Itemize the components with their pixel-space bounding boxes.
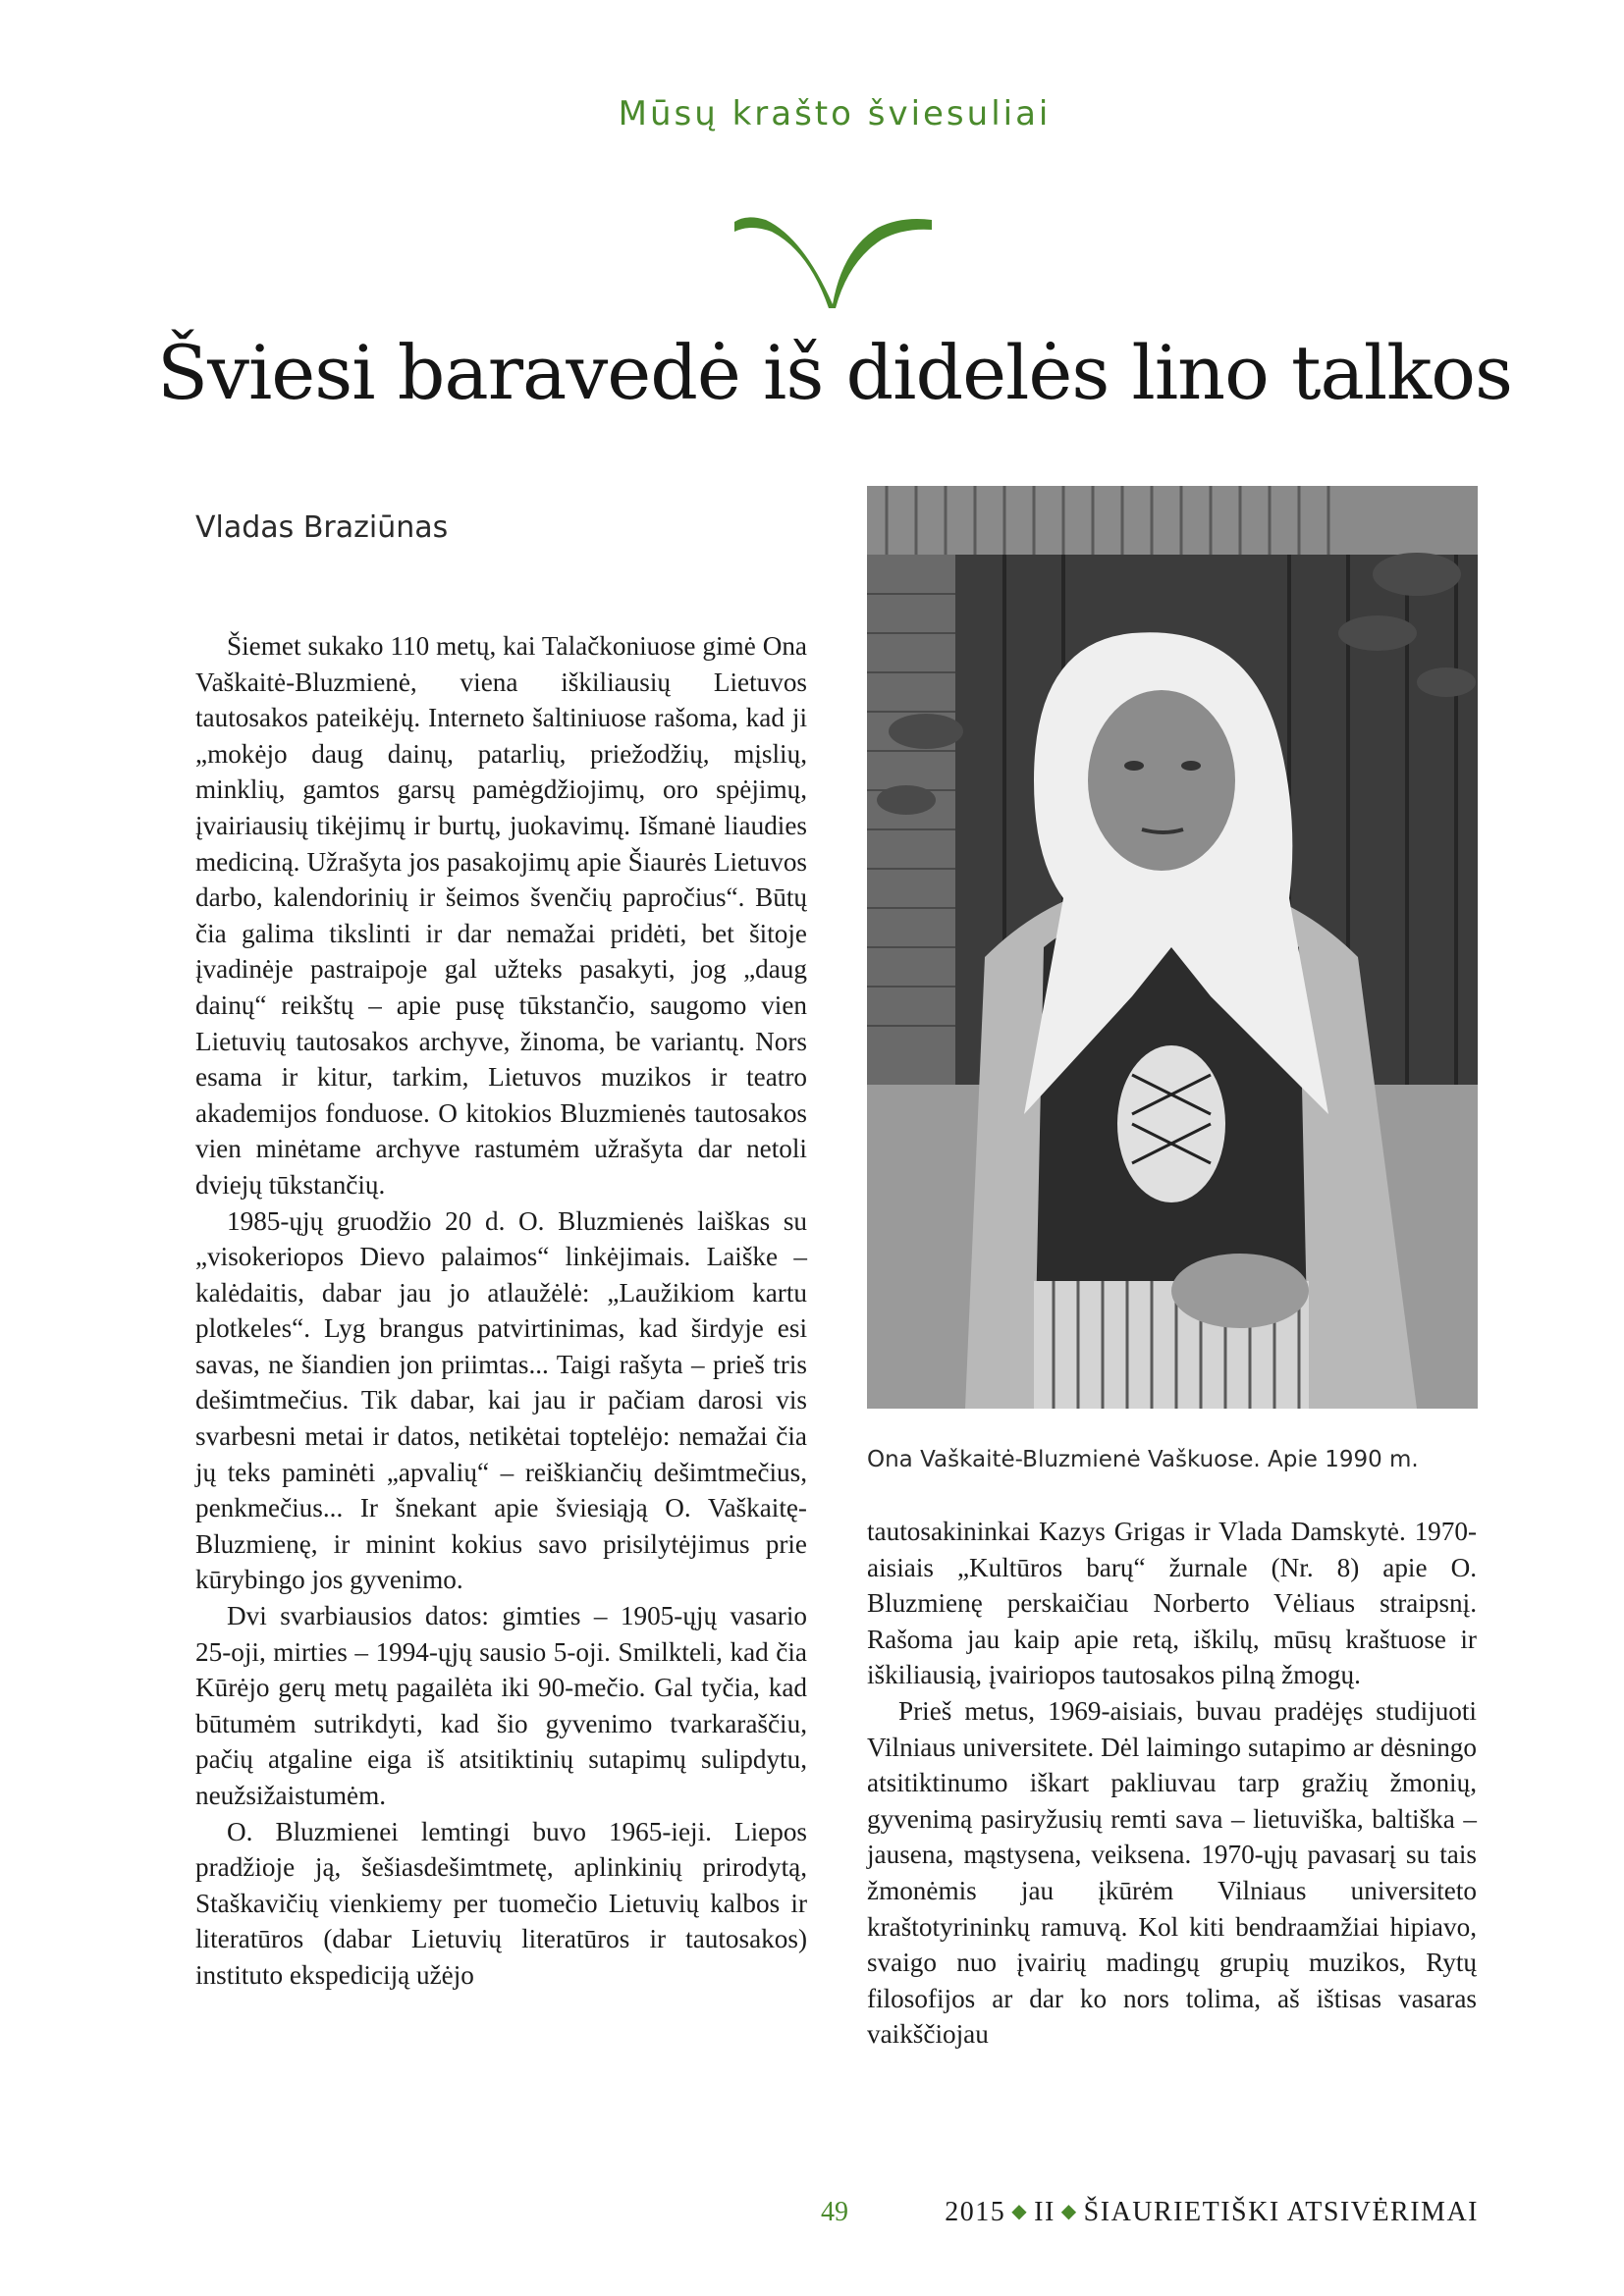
section-rubric: Mūsų krašto šviesuliai: [618, 94, 1052, 133]
paragraph: Prieš metus, 1969-aisiais, buvau pradėjęs studijuoti Vilniaus universitete. Dėl laimingo sutapimo ar dėsningo atsitiktinumo iškart pakliuvau tarp gražių žmonių, gyvenimą pasiryžusių remti sava – lietuviška, baltiška – jausena, mąstysena, veiksena. 1970-ųjų pavasarį su tais žmonėmis jau įkūrėm Vilniaus universiteto kraštotyrininkų ramuvą. Kol kiti bendraamžiai hipiavo, svaigo nuo įvairių madingų grupių muzikos, Rytų filosofijos ar dar ko nors tolima, aš ištisas vasaras vaikščiojau: [867, 1695, 1477, 2050]
article-title: Šviesi baravedė iš didelės lino talkos: [157, 329, 1512, 416]
article-author: Vladas Braziūnas: [195, 510, 449, 545]
journal-info: [945, 2197, 1479, 2228]
portrait-photo: [867, 486, 1478, 1409]
paragraph: O. Bluzmienei lemtingi buvo 1965-ieji. Liepos pradžioje ją, šešiasdešimtmetę, aplinkinių prirodytą, Staškavičių vienkiemy per tuomečio Lietuvių kalbos ir literatūros (dabar Lietuvių literatūros ir tautosakos) instituto ekspediciją užėjo: [195, 1816, 807, 1990]
paragraph: Dvi svarbiausios datos: gimties – 1905-ųjų vasario 25-oji, mirties – 1994-ųjų sausio 5-oji. Smilkteli, kad čia Kūrėjo gerų metų pagailėta iki 90-mečio. Gal tyčia, kad būtumėm sutrikdyti, kad šio gyvenimo tvarkaraščiu, pačių atgaline eiga iš atsitiktinių sutapimų sulipdytu, neužsižaistumėm.: [195, 1601, 807, 1810]
journal-name: ŠIAURIETIŠKI ATSIVĖRIMAI: [1083, 2197, 1479, 2227]
paragraph: 1985-ųjų gruodžio 20 d. O. Bluzmienės laiškas su „visokeriopos Dievo palaimos“ linkėjimais. Laiške – kalėdaitis, dabar jau jo atlaužėlė: „Laužikiom kartu plotkeles“. Lyg brangus patvirtinimas, kad širdyje esi savas, ne šiandien jon priimtas... Taigi rašyta – prieš tris dešimtmečius. Tik dabar, kai jau ir pačiam darosi vis svarbesni metai ir datos, netikėtai toptelėjo: nemažai čia jų teks paminėti „apvalių“ – reiškiančių dešimtmečius, penkmečius... Ir šnekant apie šviesiąją O. Vaškaitę-Bluzmienę, ir minint kokius savo prisilytėjimus prie kūrybingo jos gyvenimo.: [195, 1205, 807, 1595]
issue-year: 2015: [945, 2197, 1006, 2227]
issue-number: II: [1034, 2197, 1056, 2227]
diamond-separator-icon: ◆: [1060, 2201, 1078, 2222]
left-column: [195, 628, 807, 1994]
diamond-separator-icon: ◆: [1011, 2201, 1029, 2222]
v-ornament-icon: [732, 210, 934, 308]
page-number: 49: [821, 2197, 848, 2227]
photo-caption: Ona Vaškaitė-Bluzmienė Vaškuose. Apie 1990 m.: [867, 1447, 1419, 1472]
paragraph: tautosakininkai Kazys Grigas ir Vlada Damskytė. 1970-aisiais „Kultūros barų“ žurnale (Nr. 8) apie O. Bluzmienę perskaičiau Norberto Vėliaus straipsnį. Rašoma jau kaip apie retą, iškilų, mūsų kraštuose ir iškiliausią, įvairiopos tautosakos pilną žmogų.: [867, 1517, 1477, 1690]
page-footer: [0, 2197, 1624, 2236]
portrait-photo-illustration: [867, 486, 1478, 1409]
right-column: [867, 1514, 1477, 2053]
paragraph: Šiemet sukako 110 metų, kai Talačkoniuose gimė Ona Vaškaitė-Bluzmienė, viena iškiliausių Lietuvos tautosakos pateikėjų. Interneto šaltiniuose rašoma, kad ji „mokėjo daug dainų, patarlių, priežodžių, mįslių, minklių, gamtos garsų pamėgdžiojimų, oro spėjimų, įvairiausių tikėjimų ir burtų, juokavimų. Išmanė liaudies mediciną. Užrašyta jos pasakojimų apie Šiaurės Lietuvos darbo, kalendorinių ir šeimos švenčių papročius“. Būtų čia galima tikslinti ir dar nemažai pridėti, bet šitoje įvadinėje pastraipoje gal užteks pasakyti, jog „daug dainų“ reikštų – apie pusę tūkstančio, saugomo vien Lietuvių tautosakos archyve, žinoma, be variantų. Nors esama ir kitur, tarkim, Lietuvos muzikos ir teatro akademijos fonduose. O kitokios Bluzmienės tautosakos vien minėtame archyve rastumėm užrašyta dar netoli dviejų tūkstančių.: [195, 631, 807, 1200]
